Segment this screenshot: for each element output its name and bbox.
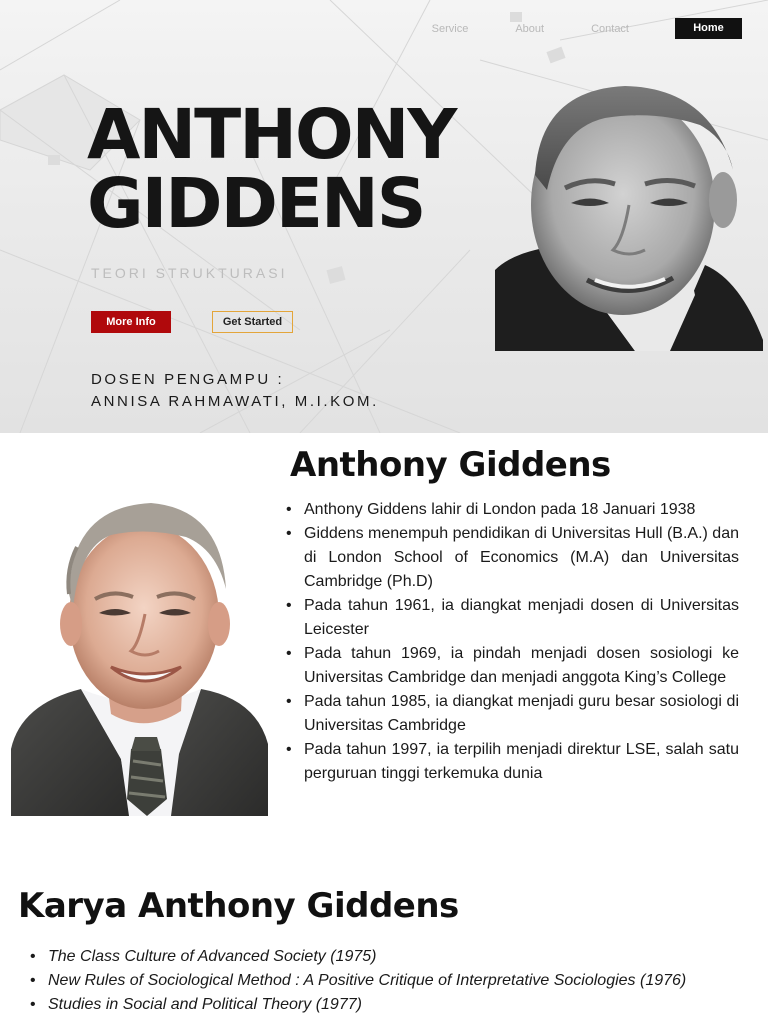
nav-contact[interactable]: Contact	[591, 22, 629, 35]
bio-item	[286, 642, 739, 690]
bullet-icon: •	[30, 972, 36, 989]
bullet-icon: •	[286, 693, 292, 710]
work-year: (1975)	[330, 948, 377, 965]
bullet-icon: •	[286, 741, 292, 758]
works-heading: Karya Anthony Giddens	[18, 886, 459, 926]
work-title: New Rules of Sociological Method : A Positive Critique of Interpretative Sociologies	[48, 972, 636, 989]
bio-item-text: Pada tahun 1985, ia diangkat menjadi guru besar sosiologi di Universitas Cambridge	[304, 693, 739, 734]
bullet-icon: •	[286, 525, 292, 542]
lecturer-name: ANNISA RAHMAWATI, M.I.KOM.	[91, 393, 379, 410]
bio-item	[286, 690, 739, 738]
nav-service[interactable]: Service	[431, 22, 469, 35]
giddens-portrait-hero	[495, 80, 763, 351]
bullet-icon: •	[286, 597, 292, 614]
work-item	[30, 993, 746, 1017]
nav-home-button[interactable]: Home	[675, 18, 742, 39]
work-item	[30, 969, 746, 993]
hero-title-line1: ANTHONY	[87, 95, 456, 175]
work-title: The Class Culture of Advanced Society	[48, 948, 326, 965]
hero-subtitle: TEORI STRUKTURASI	[91, 265, 288, 281]
bullet-icon: •	[30, 948, 36, 965]
hero-section	[0, 0, 768, 433]
lecturer-block	[91, 369, 379, 413]
bio-item	[286, 522, 739, 594]
bio-heading: Anthony Giddens	[290, 445, 611, 485]
hero-title-line2: GIDDENS	[87, 164, 425, 244]
works-list	[30, 945, 746, 1017]
bio-item	[286, 498, 739, 522]
bio-item-text: Pada tahun 1997, ia terpilih menjadi direktur LSE, salah satu perguruan tinggi terkemuka dunia	[304, 741, 739, 782]
bio-item-text: Giddens menempuh pendidikan di Universitas Hull (B.A.) dan di London School of Economics (M.A) dan Universitas Cambridge (Ph.D)	[304, 525, 739, 590]
bio-list	[286, 498, 739, 786]
bullet-icon: •	[286, 645, 292, 662]
work-title: Studies in Social and Political Theory	[48, 996, 312, 1013]
nav-about[interactable]: About	[515, 22, 545, 35]
bio-item-text: Anthony Giddens lahir di London pada 18 Januari 1938	[304, 501, 696, 518]
bullet-icon: •	[30, 996, 36, 1013]
more-info-button[interactable]: More Info	[91, 311, 171, 333]
bio-item	[286, 738, 739, 786]
lecturer-label: DOSEN PENGAMPU :	[91, 371, 285, 388]
work-year: (1977)	[315, 996, 362, 1013]
bio-item-text: Pada tahun 1961, ia diangkat menjadi dosen di Universitas Leicester	[304, 597, 739, 638]
hero-title	[87, 95, 507, 244]
top-nav	[385, 18, 742, 39]
work-year: (1976)	[640, 972, 687, 989]
giddens-portrait-color	[11, 499, 268, 816]
bio-item	[286, 594, 739, 642]
work-item	[30, 945, 746, 969]
bullet-icon: •	[286, 501, 292, 518]
bio-item-text: Pada tahun 1969, ia pindah menjadi dosen sosiologi ke Universitas Cambridge dan menjadi anggota King’s College	[304, 645, 739, 686]
get-started-button[interactable]: Get Started	[212, 311, 293, 333]
